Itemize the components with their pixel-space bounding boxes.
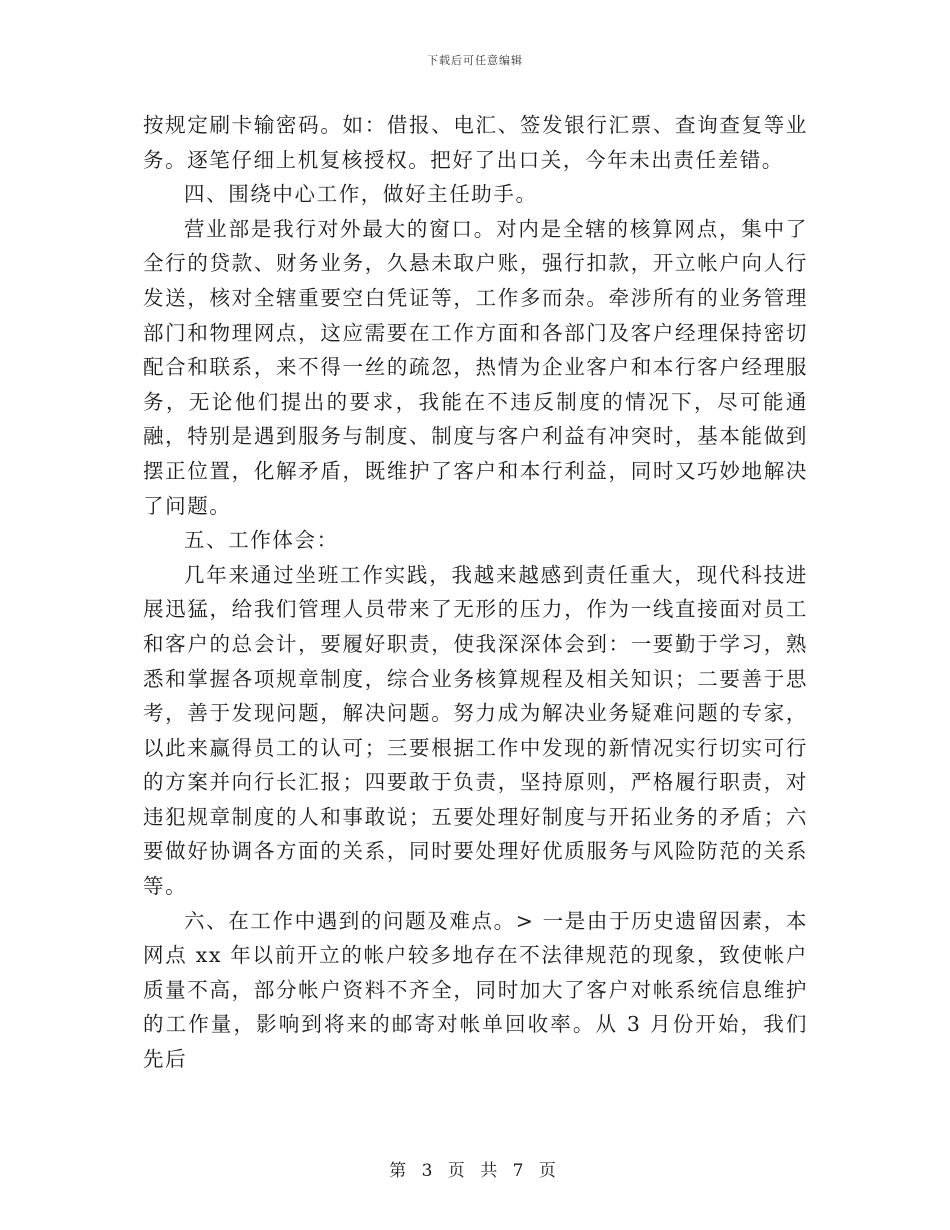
document-body <box>143 108 808 1077</box>
page-header: 下载后可任意编辑 <box>427 54 523 67</box>
paragraph-business-department: 营业部是我行对外最大的窗口。对内是全辖的核算网点，集中了全行的贷款、财务业务，久悬未取户账，强行扣款，开立帐户向人行发送，核对全辖重要空白凭证等，工作多而杂。牵涉所有的业务管理部门和物理网点，这应需要在工作方面和各部门及客户经理保持密切配合和联系，来不得一丝的疏忽，热情为企业客户和本行客户经理服务，无论他们提出的要求，我能在不违反制度的情况下，尽可能通融，特别是遇到服务与制度、制度与客户利益有冲突时，基本能做到摆正位置，化解矛盾，既维护了客户和本行利益，同时又巧妙地解决了问题。 <box>143 216 808 518</box>
paragraph-work-experience: 几年来通过坐班工作实践，我越来越感到责任重大，现代科技进展迅猛，给我们管理人员带来了无形的压力，作为一线直接面对员工和客户的总会计，要履好职责，使我深深体会到：一要勤于学习，熟悉和掌握各项规章制度，综合业务核算规程及相关知识；二要善于思考，善于发现问题，解决问题。努力成为解决业务疑难问题的专家，以此来赢得员工的认可；三要根据工作中发现的新情况实行切实可行的方案并向行长汇报；四要敢于负责，坚持原则，严格履行职责，对违犯规章制度的人和事敢说；五要处理好制度与开拓业务的矛盾；六要做好协调各方面的关系，同时要处理好优质服务与风险防范的关系等。 <box>143 562 808 899</box>
paragraph-continuation: 按规定刷卡输密码。如：借报、电汇、签发银行汇票、查询查复等业务。逐笔仔细上机复核授权。把好了出口关，今年未出责任差错。 <box>143 113 808 172</box>
section-heading-five: 五、工作体会： <box>184 528 339 553</box>
page-number-footer: 第 3 页 共 7 页 <box>389 1161 561 1181</box>
section-heading-four: 四、围绕中心工作，做好主任助手。 <box>184 182 538 207</box>
paragraph-problems-difficulties: 六、在工作中遇到的问题及难点。> 一是由于历史遗留因素，本网点 xx 年以前开立的帐户较多地存在不法律规范的现象，致使帐户质量不高，部分帐户资料不齐全，同时加大了客户对帐系统信息维护的工作量，影响到将来的邮寄对帐单回收率。从 3 月份开始，我们先后 <box>143 908 808 1072</box>
